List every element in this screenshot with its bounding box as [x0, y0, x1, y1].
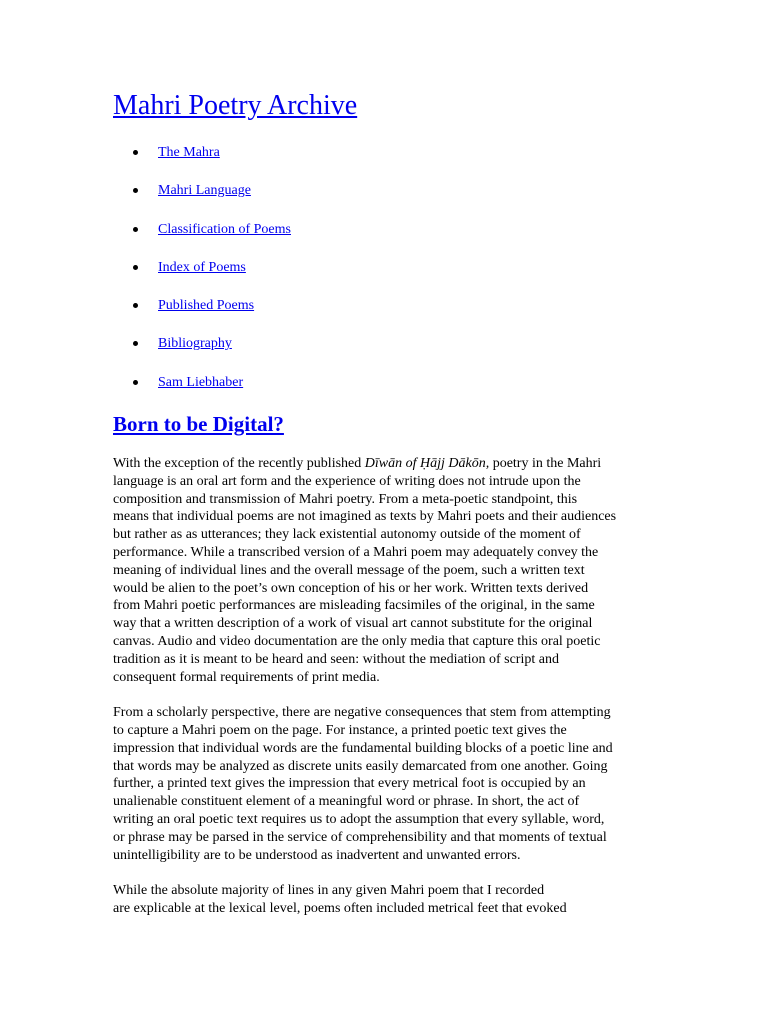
bullet-icon	[133, 380, 138, 385]
text-line: While the absolute majority of lines in any given Mahri poem that I recorded	[113, 883, 545, 899]
text-line: are explicable at the lexical level, poems often included metrical feet that evoked	[113, 900, 567, 916]
nav-link-sam-liebhaber[interactable]: Sam Liebhaber	[158, 374, 244, 390]
nav-item-bibliography	[113, 334, 291, 372]
bullet-icon	[133, 341, 138, 346]
nav-link-published[interactable]: Published Poems	[158, 298, 255, 314]
text-line: impression that individual words are the fundamental building blocks of a poetic line and	[113, 740, 613, 756]
bullet-icon	[133, 150, 138, 155]
nav-list	[113, 143, 291, 411]
text-line: language is an oral art form and the experience of writing does not intrude upon the	[113, 473, 581, 489]
nav-link-classification[interactable]: Classification of Poems	[158, 221, 291, 237]
nav-link-mahri-language[interactable]: Mahri Language	[158, 183, 251, 199]
bullet-icon	[133, 265, 138, 270]
text-line: canvas. Audio and video documentation are the only media that capture this oral poetic	[113, 633, 601, 649]
nav-item-sam-liebhaber	[113, 373, 291, 411]
nav-item-the-mahra	[113, 143, 291, 181]
paragraph-2	[113, 704, 661, 864]
text-line: unintelligibility are to be understood as inadvertent and unwanted errors.	[113, 847, 521, 863]
paragraph-3	[113, 882, 661, 918]
text-line: that words may be analyzed as discrete units easily demarcated from one another. Going	[113, 758, 608, 774]
text-line: tradition as it is meant to be heard and seen: without the mediation of script and	[113, 651, 559, 667]
site-title-link[interactable]: Mahri Poetry Archive	[113, 90, 358, 121]
nav-item-published	[113, 296, 291, 334]
text-line: unalienable constituent element of a meaningful word or phrase. In short, the act of	[113, 794, 580, 810]
text-line: or phrase may be parsed in the service of comprehensibility and that moments of textual	[113, 829, 607, 845]
nav-item-index	[113, 258, 291, 296]
site-title	[113, 88, 357, 124]
text-line: but rather as as utterances; they lack existential autonomy outside of the moment of	[113, 527, 581, 543]
text-line: from Mahri poetic performances are misleading facsimiles of the original, in the same	[113, 598, 595, 614]
nav-item-classification	[113, 220, 291, 258]
text-line: meaning of individual lines and the overall message of the poem, such a written text	[113, 562, 585, 578]
text-line: way that a written description of a work of visual art cannot substitute for the original	[113, 616, 593, 632]
article-body	[113, 455, 661, 936]
text-segment: poetry in the Mahri	[489, 456, 602, 471]
bullet-icon	[133, 227, 138, 232]
text-line	[113, 455, 661, 473]
bullet-icon	[133, 188, 138, 193]
text-line: From a scholarly perspective, there are negative consequences that stem from attempting	[113, 705, 611, 721]
text-line: would be alien to the poet’s own conception of his or her work. Written texts derived	[113, 580, 589, 596]
paragraph-1	[113, 455, 661, 686]
text-line: consequent formal requirements of print media.	[113, 669, 380, 685]
text-line: further, a printed text gives the impression that every metrical foot is occupied by an	[113, 776, 586, 792]
nav-link-the-mahra[interactable]: The Mahra	[158, 145, 220, 160]
nav-item-mahri-language	[113, 181, 291, 219]
section-heading	[113, 410, 284, 438]
text-line: performance. While a transcribed version of a Mahri poem may adequately convey the	[113, 544, 599, 560]
book-title: Dīwān of Ḥājj Dākōn,	[364, 456, 490, 471]
section-heading-link[interactable]: Born to be Digital?	[113, 412, 284, 436]
text-line: means that individual poems are not imagined as texts by Mahri poets and their audiences	[113, 509, 617, 525]
bullet-icon	[133, 303, 138, 308]
text-segment: With the exception of the recently published	[113, 456, 365, 471]
nav-link-index[interactable]: Index of Poems	[158, 259, 246, 275]
nav-link-bibliography[interactable]: Bibliography	[158, 336, 232, 352]
text-line: writing an oral poetic text requires us to adopt the assumption that every syllable, word,	[113, 811, 605, 827]
text-line: composition and transmission of Mahri poetry. From a meta-poetic standpoint, this	[113, 491, 578, 507]
text-line: to capture a Mahri poem on the page. For instance, a printed poetic text gives the	[113, 722, 567, 738]
